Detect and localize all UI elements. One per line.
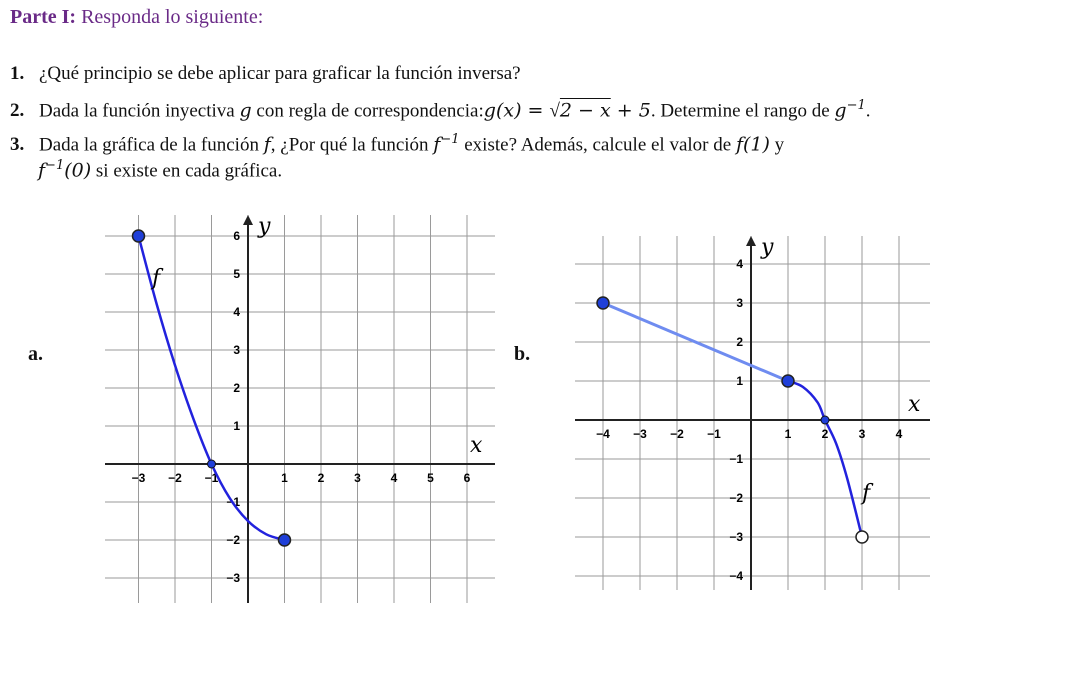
graph-b [570, 228, 940, 593]
y-tick-label: 5 [233, 267, 240, 281]
function-label: f [862, 481, 871, 506]
x-tick-label: 2 [821, 427, 829, 441]
x-tick-label: −3 [633, 427, 647, 441]
x-tick-label: −2 [670, 427, 684, 441]
intercept-point [821, 416, 829, 424]
y-axis-label: y [761, 235, 774, 260]
formula-radicand: 2 − x [559, 99, 611, 122]
x-tick-label: −2 [168, 471, 182, 485]
open-endpoint [856, 531, 868, 543]
y-tick-label: 2 [736, 335, 743, 349]
question-text: Dada la gráfica de la función [39, 134, 259, 156]
question-1 [10, 62, 521, 86]
y-tick-label: 2 [233, 381, 240, 395]
graph-b-label: b. [514, 343, 531, 365]
question-text: ¿Qué principio se debe aplicar para graficar la función inversa? [39, 63, 521, 84]
inverse-argument: (0) [64, 159, 92, 182]
inverse-symbol: f [433, 133, 441, 156]
y-axis-label: y [258, 214, 271, 239]
formula-lhs: g(x) = [483, 99, 550, 122]
x-tick-label: 3 [858, 427, 866, 441]
function-symbol: f [263, 133, 271, 156]
section-header [10, 6, 263, 29]
closed-endpoint [782, 375, 794, 387]
value-expression: f(1) [735, 133, 770, 156]
inverse-symbol: f [38, 159, 46, 182]
y-tick-label: 3 [233, 343, 240, 357]
question-text: Dada la función inyectiva [39, 100, 235, 122]
y-tick-label: −1 [226, 495, 240, 509]
question-text: y [774, 134, 785, 156]
x-axis-label: x [470, 433, 483, 458]
sqrt-symbol: √ [549, 100, 560, 122]
period: . [865, 100, 871, 122]
intercept-point [208, 460, 216, 468]
closed-endpoint [279, 534, 291, 546]
inverse-exponent: −1 [45, 158, 65, 173]
y-tick-label: −3 [226, 571, 240, 585]
graph-a-label: a. [28, 343, 43, 365]
formula-rhs: + 5 [610, 99, 651, 122]
y-tick-label: 1 [233, 419, 240, 433]
question-2 [10, 94, 871, 123]
y-tick-label: −2 [226, 533, 240, 547]
y-tick-label: 4 [736, 257, 743, 271]
question-3 [10, 128, 784, 157]
x-tick-label: −1 [204, 471, 219, 485]
x-tick-label: 1 [784, 427, 792, 441]
x-tick-label: 3 [354, 471, 361, 485]
question-text: existe? Además, calcule el valor de [464, 134, 732, 156]
y-tick-label: −3 [729, 530, 743, 544]
function-label: f [152, 266, 161, 291]
question-text: , ¿Por qué la función [270, 134, 429, 156]
function-symbol: g [239, 99, 252, 122]
inverse-exponent: −1 [440, 132, 460, 147]
x-tick-label: −4 [596, 427, 610, 441]
question-number: 2. [10, 100, 25, 122]
question-text: si existe en cada gráfica. [95, 160, 283, 182]
y-axis-arrow [746, 236, 756, 246]
x-tick-label: −3 [131, 471, 146, 485]
x-tick-label: 4 [895, 427, 903, 441]
question-number: 1. [10, 63, 25, 84]
part-instruction: Responda lo siguiente: [81, 6, 264, 28]
question-text: con regla de correspondencia: [256, 100, 484, 122]
y-axis-arrow [243, 215, 253, 225]
inverse-symbol: g [834, 99, 847, 122]
y-tick-label: 4 [233, 305, 240, 319]
y-tick-label: 6 [233, 229, 240, 243]
y-tick-label: 1 [736, 374, 743, 388]
inverse-exponent: −1 [846, 98, 866, 113]
x-tick-label: 1 [281, 471, 288, 485]
x-tick-label: 5 [427, 471, 434, 485]
closed-endpoint [597, 297, 609, 309]
closed-endpoint [133, 230, 145, 242]
x-axis-label: x [908, 392, 921, 417]
y-tick-label: −2 [729, 491, 743, 505]
part-label: Parte I: [10, 6, 77, 28]
y-tick-label: 3 [736, 296, 743, 310]
question-3-line-2 [38, 158, 282, 182]
question-number: 3. [10, 134, 25, 156]
x-tick-label: 4 [390, 471, 398, 485]
graph-a [100, 205, 500, 605]
x-tick-label: −1 [707, 427, 721, 441]
y-tick-label: −4 [729, 569, 743, 583]
x-tick-label: 6 [463, 471, 471, 485]
y-tick-label: −1 [729, 452, 743, 466]
question-text: . Determine el rango de [650, 100, 830, 122]
x-tick-label: 2 [317, 471, 325, 485]
